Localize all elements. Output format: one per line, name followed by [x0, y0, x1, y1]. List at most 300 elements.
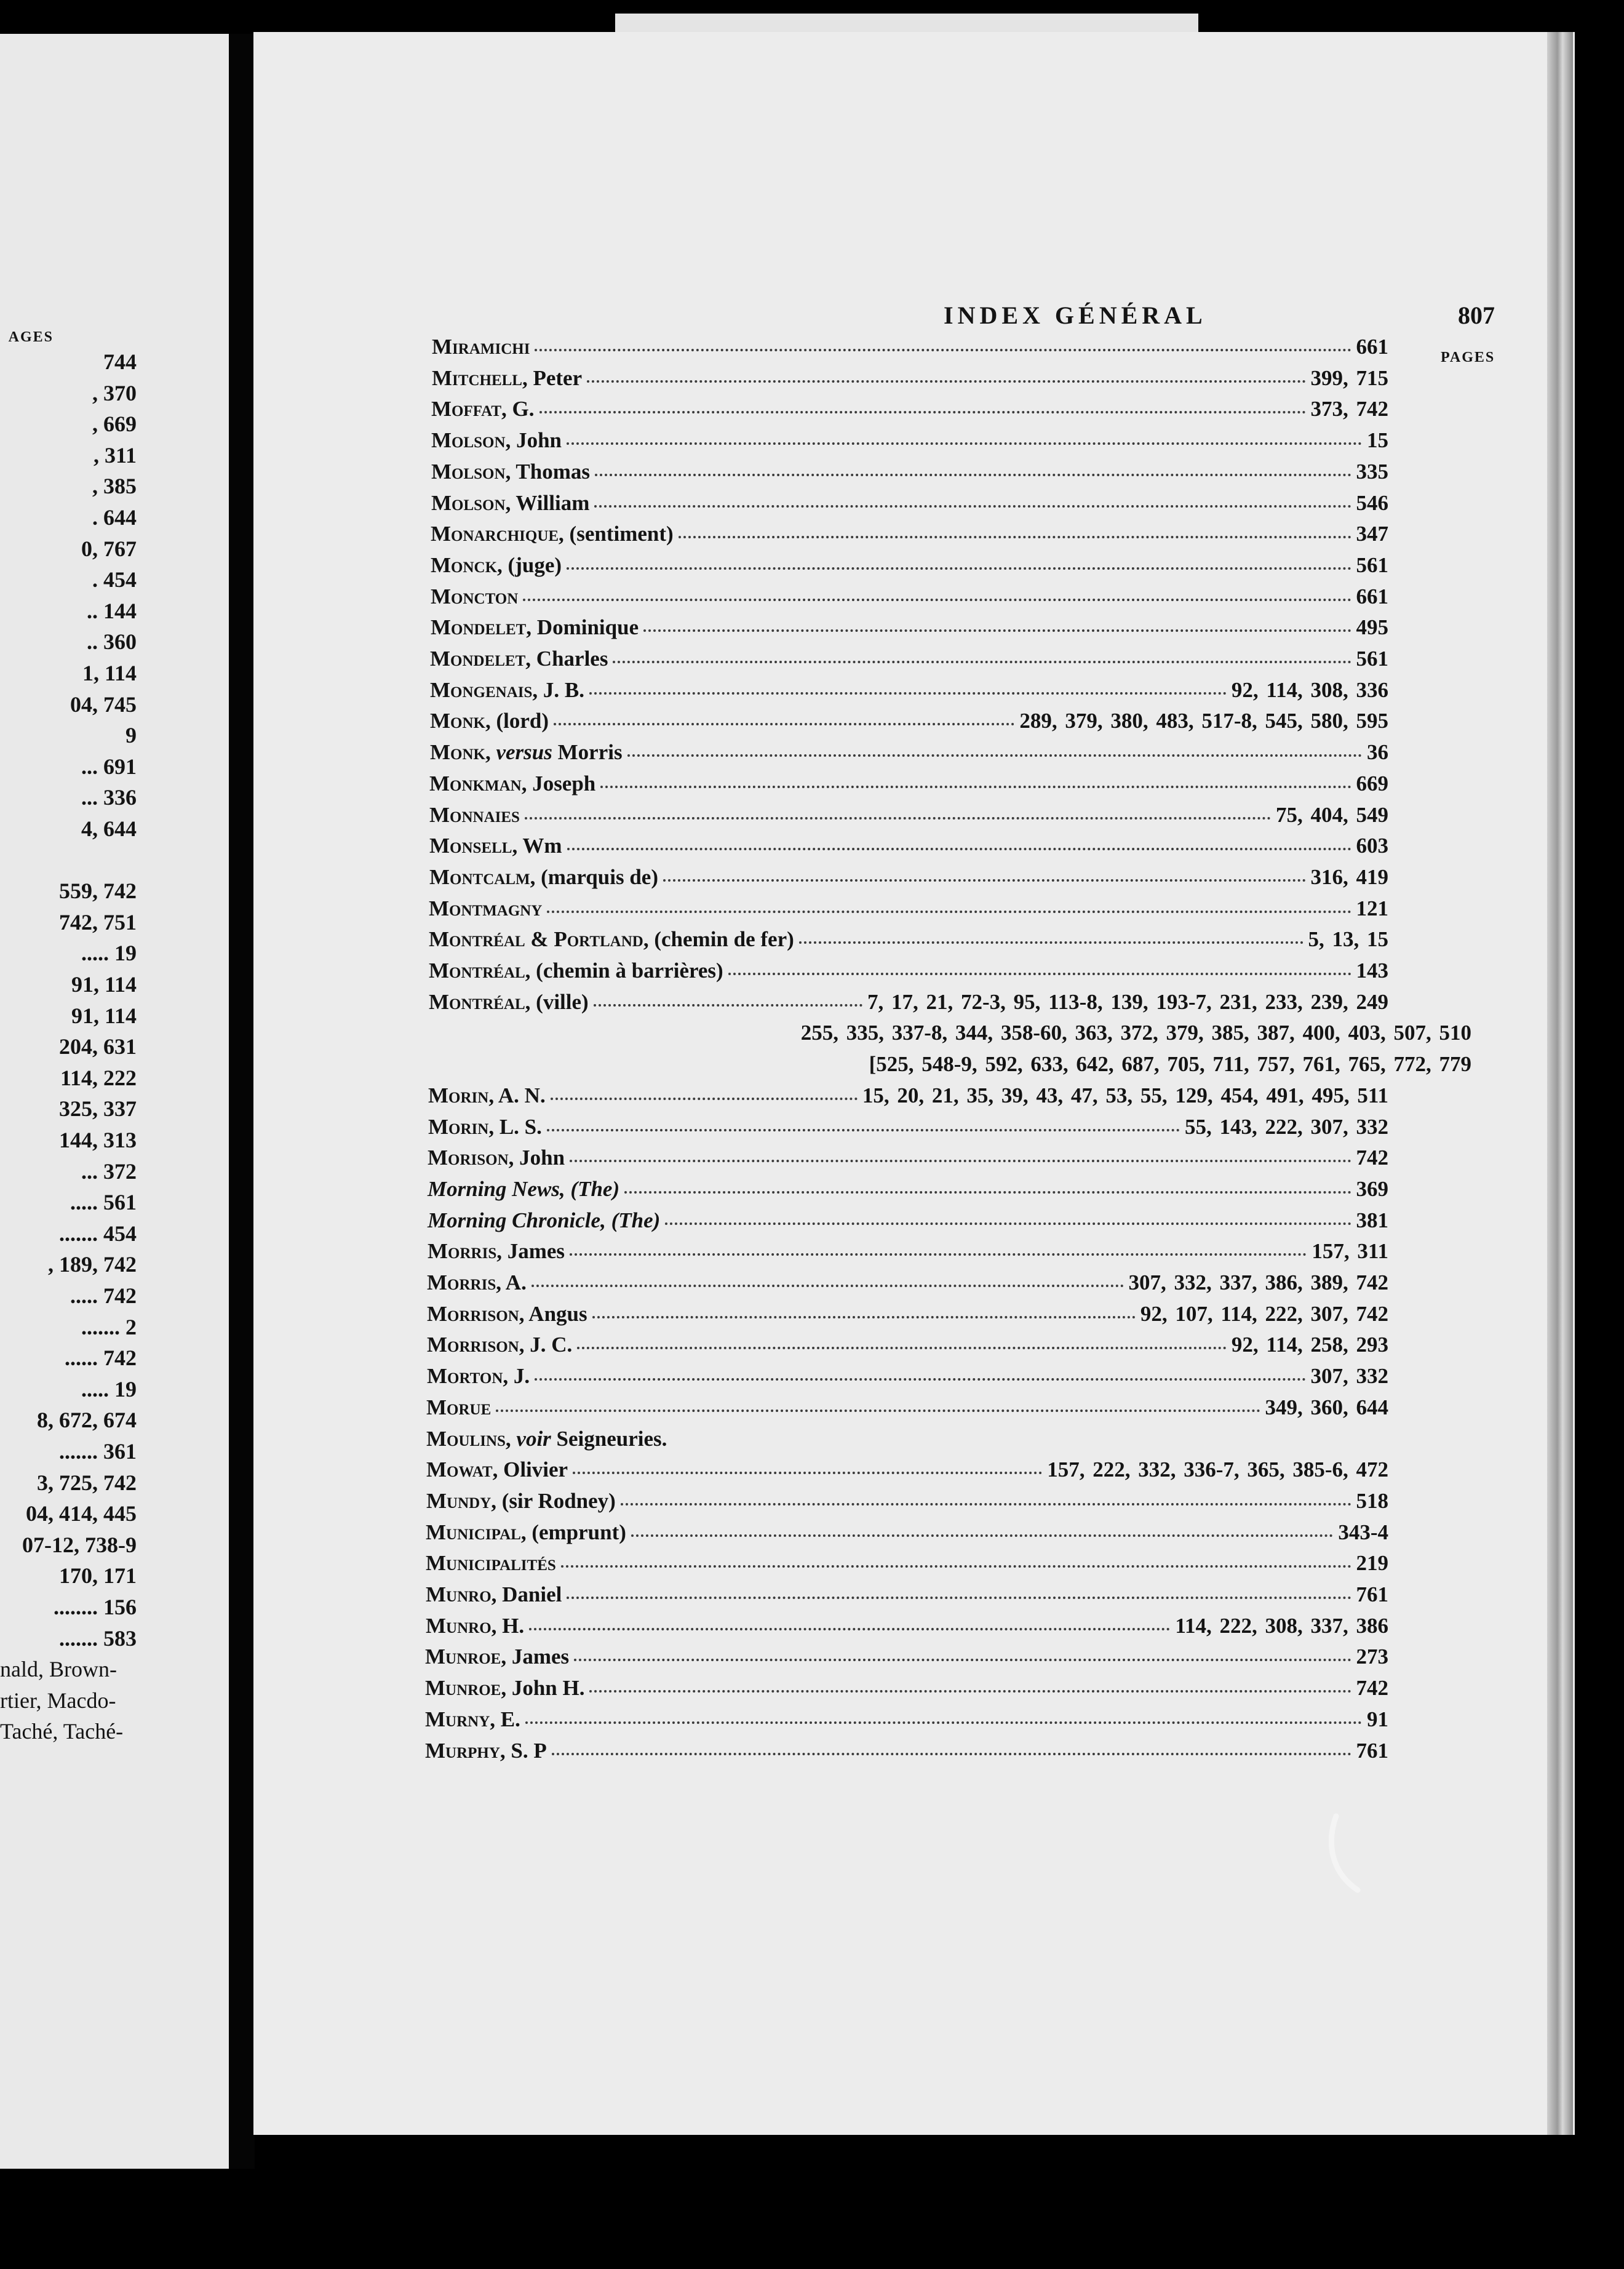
entry-term: Munro: [426, 1582, 492, 1606]
entry-heading: [429, 926, 794, 953]
previous-page-line: , 669: [92, 412, 137, 437]
entry-heading: [429, 832, 562, 859]
entry-heading: [425, 1737, 547, 1765]
entry-term: Monsell: [429, 834, 512, 858]
entry-term: Mongenais: [430, 677, 533, 702]
index-entry: [431, 583, 1388, 613]
entry-heading: [431, 458, 590, 485]
page-references: 316, 419: [1310, 864, 1388, 889]
entry-term: Montcalm: [429, 864, 530, 889]
leader-dots: [573, 1472, 1042, 1474]
entry-heading: [429, 895, 542, 922]
index-entry: [428, 1207, 1388, 1237]
entry-heading: [428, 1082, 546, 1109]
entry-qualifier: , (sentiment): [559, 522, 674, 546]
page-references: 92, 114, 308, 336: [1231, 677, 1388, 702]
previous-page-line: 1, 114: [82, 661, 137, 685]
index-entry: [425, 1737, 1388, 1767]
entry-term: Montmagny: [429, 896, 543, 920]
entry-term: Morrison: [427, 1301, 519, 1326]
previous-page-line: 742, 751: [59, 909, 137, 935]
entry-qualifier: , L. S.: [488, 1114, 542, 1139]
entry-qualifier: , E.: [490, 1707, 520, 1731]
entry-heading: [429, 770, 595, 797]
index-entry: [428, 1114, 1388, 1143]
entry-heading: [429, 989, 589, 1016]
entry-qualifier: , (chemin à barrières): [525, 959, 723, 983]
previous-page-line: nald, Brown-: [0, 1657, 117, 1682]
page-references: 373, 742: [1310, 397, 1388, 421]
previous-page-line: 114, 222: [60, 1065, 137, 1090]
page-references: 561: [1356, 647, 1388, 671]
previous-page-line: , 385: [92, 474, 137, 499]
page-references: 157, 222, 332, 336-7, 365, 385-6, 472: [1047, 1458, 1388, 1482]
entry-term: Mondelet: [430, 647, 526, 671]
entry-term: Mitchell: [432, 365, 522, 390]
entry-term: Morrison: [427, 1333, 519, 1357]
entry-heading: [431, 583, 518, 610]
leader-dots: [525, 1721, 1362, 1724]
entry-qualifier: , John: [505, 428, 562, 453]
entry-term: Morin: [428, 1083, 489, 1107]
page-references: 15, 20, 21, 35, 39, 43, 47, 53, 55, 129, 454, 491, 495, 511: [862, 1083, 1388, 1107]
previous-page-line: ..... 19: [81, 1376, 137, 1402]
leader-dots: [552, 1753, 1351, 1755]
page-references: 761: [1356, 1738, 1388, 1763]
entry-term: Morris: [428, 1239, 497, 1264]
index-entry: [428, 1144, 1388, 1174]
entry-heading: [432, 365, 582, 392]
entry-qualifier: ,: [505, 1426, 517, 1451]
index-entry: [427, 1331, 1388, 1361]
previous-page-line: 04, 745: [70, 692, 137, 717]
entry-heading: [431, 552, 562, 579]
book-spine: [229, 34, 255, 2169]
page-references: 273: [1356, 1645, 1388, 1669]
leader-dots: [624, 1191, 1351, 1194]
entry-heading: [425, 1643, 569, 1670]
leader-dots: [613, 661, 1351, 663]
index-entry: [428, 1176, 1388, 1205]
page-references: 114, 222, 308, 337, 386: [1175, 1613, 1388, 1638]
entry-heading: [429, 802, 520, 829]
previous-page-line: ...... 742: [65, 1346, 137, 1371]
previous-page-line: 744: [103, 349, 137, 374]
entry-term: Moulins: [426, 1426, 506, 1451]
entry-heading: [426, 1581, 562, 1608]
leader-dots: [539, 411, 1306, 413]
page-references: 75, 404, 549: [1276, 802, 1388, 827]
leader-dots: [554, 723, 1014, 725]
previous-page-line: rtier, Macdo-: [0, 1688, 116, 1713]
entry-heading: [426, 1613, 524, 1640]
entry-heading: [426, 1456, 568, 1483]
leader-dots: [525, 817, 1271, 819]
leader-dots: [577, 1347, 1227, 1349]
index-entry: [426, 1426, 1388, 1455]
entry-qualifier: , William: [505, 490, 590, 515]
index-entry: [428, 1238, 1388, 1267]
page-references: 518: [1356, 1488, 1388, 1513]
entry-qualifier: , Daniel: [491, 1582, 562, 1606]
index-entry: [431, 396, 1388, 425]
previous-page-line: , 370: [92, 380, 137, 405]
entry-term: Morin: [428, 1114, 489, 1139]
page-references: 761: [1356, 1582, 1388, 1606]
page-references: 36: [1367, 740, 1388, 765]
leader-dots: [679, 536, 1351, 538]
entry-qualifier: , J.: [503, 1364, 530, 1389]
entry-term: Miramichi: [432, 335, 530, 359]
leader-dots: [799, 941, 1304, 944]
entry-term: Moffat: [431, 397, 502, 421]
entry-qualifier: , Wm: [512, 834, 562, 858]
entry-heading: [426, 1488, 616, 1515]
entry-heading: [430, 677, 584, 704]
index-entry: [427, 1269, 1388, 1299]
page-references: 742: [1356, 1676, 1388, 1701]
index-entry: [426, 1519, 1388, 1549]
page-references: 143: [1356, 959, 1388, 983]
entry-term: Montréal: [429, 959, 525, 983]
page-references: 121: [1356, 896, 1388, 920]
leader-dots: [728, 973, 1351, 975]
entry-qualifier: , James: [501, 1645, 570, 1669]
previous-page-line: Taché, Taché-: [0, 1719, 124, 1744]
previous-page-line: 204, 631: [59, 1034, 137, 1059]
index-entry: [431, 458, 1388, 488]
index-entry: [425, 1675, 1388, 1704]
entry-heading: [431, 427, 562, 454]
entry-heading: [431, 614, 639, 641]
entry-qualifier: , Angus: [519, 1301, 587, 1326]
entry-qualifier: , (: [600, 1208, 619, 1232]
index-entry: [429, 802, 1388, 831]
entry-qualifier-end: ): [612, 1176, 620, 1201]
index-entry: [430, 645, 1388, 675]
index-entry: [431, 614, 1388, 644]
entry-qualifier: , James: [496, 1239, 565, 1264]
previous-page-line: ... 372: [81, 1158, 137, 1184]
previous-page-line: 9: [125, 723, 137, 748]
leader-dots: [665, 1222, 1351, 1225]
index-entry: [429, 989, 1388, 1018]
leader-dots: [587, 380, 1305, 383]
leader-dots: [600, 786, 1351, 788]
leader-dots: [594, 1004, 862, 1007]
entry-heading: [431, 490, 589, 517]
index-entry: [425, 1706, 1388, 1736]
page-references: 15: [1367, 428, 1388, 453]
page-references: 91: [1367, 1707, 1388, 1731]
index-page: [253, 32, 1575, 2135]
page-references: 343-4: [1338, 1520, 1388, 1544]
previous-page-line: 04, 414, 445: [26, 1501, 137, 1526]
leader-dots: [627, 754, 1362, 757]
index-entry: [429, 926, 1388, 955]
previous-page-line: , 189, 742: [48, 1252, 137, 1277]
index-entry: [426, 1613, 1388, 1642]
previous-page-line: ....... 361: [59, 1439, 137, 1464]
entry-term: Mowat: [426, 1458, 493, 1482]
index-entry: [431, 552, 1388, 581]
leader-dots: [663, 879, 1306, 882]
page-references: 307, 332, 337, 386, 389, 742: [1128, 1270, 1388, 1294]
page-references: 92, 107, 114, 222, 307, 742: [1140, 1301, 1388, 1326]
entry-heading: [427, 1269, 527, 1296]
index-entry: [427, 1363, 1388, 1392]
index-entry: [426, 1394, 1388, 1424]
entry-term: Molson: [431, 459, 506, 484]
entry-qualifier: , Thomas: [505, 459, 591, 484]
leader-dots: [643, 629, 1351, 632]
entry-heading: [425, 1706, 520, 1733]
page-references: 661: [1356, 335, 1388, 359]
page-references: 92, 114, 258, 293: [1231, 1333, 1388, 1357]
index-entry-continuation: [525, 548-9, 592, 633, 642, 687, 705, 711, 757, 761, 765, 772, 779: [869, 1052, 1471, 1077]
previous-page-line: ..... 19: [81, 941, 137, 966]
index-entry: [431, 427, 1388, 457]
entry-term: Morning Chronicle: [428, 1208, 601, 1232]
previous-page-line: 0, 767: [81, 536, 137, 561]
entry-term: Mundy: [426, 1488, 492, 1513]
leader-dots: [561, 1565, 1351, 1568]
entry-term: Morning News: [428, 1176, 560, 1201]
entry-term: Monarchique: [431, 522, 559, 546]
entry-qualifier-end: Seigneuries.: [551, 1426, 667, 1451]
index-entry: [431, 490, 1388, 519]
previous-page-line: .. 144: [87, 598, 137, 623]
leader-dots: [496, 1410, 1260, 1412]
index-entry-continuation: 255, 335, 337-8, 344, 358-60, 363, 372, 379, 385, 387, 400, 403, 507, 510: [800, 1021, 1471, 1045]
index-entry: [426, 1488, 1388, 1517]
entry-qualifier: , (marquis de): [530, 864, 658, 889]
entry-qualifier: , John: [508, 1146, 565, 1170]
entry-heading: [426, 1519, 626, 1546]
entry-term: Monk: [430, 740, 485, 765]
leader-dots: [567, 1597, 1351, 1599]
previous-page-line: ....... 2: [81, 1314, 137, 1339]
index-entry: [426, 1550, 1388, 1579]
index-entry: [426, 1581, 1388, 1611]
page-references: 289, 379, 380, 483, 517-8, 545, 580, 595: [1019, 709, 1388, 733]
entry-term: Morison: [428, 1146, 509, 1170]
previous-page-line: ....... 583: [59, 1625, 137, 1651]
index-entry: [425, 1643, 1388, 1673]
entry-qualifier: , (emprunt): [520, 1520, 626, 1544]
entry-heading: [427, 1331, 572, 1358]
index-entry: [430, 708, 1388, 737]
leader-dots: [531, 1285, 1124, 1287]
previous-page-line: . 644: [92, 505, 137, 530]
index-entry: [429, 957, 1388, 987]
previous-page-line: 170, 171: [59, 1563, 137, 1589]
previous-page-line: 3, 725, 742: [37, 1470, 137, 1495]
entry-heading: [428, 1176, 619, 1203]
entry-term: Monk: [430, 709, 485, 733]
entry-qualifier: , Olivier: [492, 1458, 568, 1482]
index-entry: [427, 1301, 1388, 1330]
entry-qualifier: , S. P: [500, 1738, 547, 1763]
entry-heading: [432, 333, 530, 361]
leader-dots: [594, 505, 1351, 508]
page-references: 347: [1356, 522, 1388, 546]
entry-italic-word: The: [578, 1176, 613, 1201]
entry-qualifier: ,: [485, 740, 496, 765]
entry-heading: [428, 1238, 565, 1265]
page-references: 7, 17, 21, 72-3, 95, 113-8, 139, 193-7, 231, 233, 239, 249: [867, 989, 1388, 1014]
entry-heading: [427, 1363, 530, 1390]
page-references: 349, 360, 644: [1265, 1395, 1388, 1419]
entry-heading: [425, 1675, 584, 1702]
index-entry: [426, 1456, 1388, 1486]
previous-page-line: 4, 644: [81, 816, 137, 841]
index-entry: [432, 365, 1388, 394]
entry-term: Montréal: [429, 989, 525, 1014]
entry-term: Monck: [431, 552, 498, 577]
entry-qualifier: , Dominique: [526, 615, 639, 640]
pencil-mark: [1324, 1810, 1367, 1896]
index-entry: [429, 895, 1388, 925]
previous-page-line: 91, 114: [71, 1003, 137, 1028]
previous-page-line: 07-12, 738-9: [22, 1532, 137, 1557]
entry-heading: [431, 520, 674, 548]
entry-term: Morton: [427, 1364, 503, 1389]
leader-dots: [631, 1534, 1333, 1537]
previous-page-line: 91, 114: [71, 972, 137, 997]
leader-dots: [567, 567, 1351, 570]
entry-qualifier: , (sir Rodney): [491, 1488, 616, 1513]
entry-term: Morris: [427, 1270, 496, 1294]
entry-qualifier-end: Morris: [552, 740, 623, 765]
page-references: 742: [1356, 1146, 1388, 1170]
index-entry: [430, 677, 1388, 706]
pages-column-label: PAGES: [1441, 349, 1495, 365]
previous-page-line: ... 336: [81, 785, 137, 810]
entry-heading: [428, 1114, 542, 1141]
entry-heading: [428, 1144, 565, 1171]
page-references: 307, 332: [1310, 1364, 1388, 1389]
entry-term: Moncton: [431, 584, 519, 608]
entry-qualifier: , Peter: [522, 365, 583, 390]
entry-term: Monnaies: [429, 802, 520, 827]
entry-heading: [429, 864, 658, 891]
leader-dots: [570, 1160, 1351, 1162]
previous-page-line: .. 360: [87, 629, 137, 655]
entry-term: Municipal: [426, 1520, 521, 1544]
index-entry: [429, 864, 1388, 893]
previous-page: [0, 34, 229, 2169]
page-references: 495: [1356, 615, 1388, 640]
entry-heading: [430, 645, 608, 672]
index-entry: [430, 739, 1388, 768]
entry-heading: [429, 957, 723, 984]
entry-qualifier: , J. C.: [519, 1333, 573, 1357]
entry-term: Murphy: [425, 1738, 500, 1763]
entry-italic-word: versus: [496, 740, 552, 765]
leader-dots: [592, 1316, 1136, 1318]
previous-page-line: 325, 337: [59, 1096, 137, 1122]
leader-dots: [595, 474, 1351, 476]
previous-page-line: ....... 454: [59, 1221, 137, 1246]
page-references: 546: [1356, 490, 1388, 515]
entry-qualifier: , G.: [501, 397, 535, 421]
previous-page-line: ..... 561: [70, 1190, 137, 1215]
previous-page-line: ........ 156: [54, 1595, 137, 1619]
entry-italic-word: The: [618, 1208, 653, 1232]
previous-page-line: 8, 672, 674: [37, 1408, 137, 1433]
entry-qualifier: , A. N.: [488, 1083, 546, 1107]
entry-qualifier: , J. B.: [532, 677, 585, 702]
index-entry: [429, 832, 1388, 862]
page-references: 603: [1356, 834, 1388, 858]
index-entry: [429, 770, 1388, 800]
entry-term: Munroe: [425, 1645, 501, 1669]
page-references: 5, 13, 15: [1308, 927, 1388, 952]
leader-dots: [535, 349, 1351, 351]
entry-term: Munro: [426, 1613, 492, 1638]
entry-italic-word: voir: [516, 1426, 551, 1451]
previous-page-line: ... 691: [81, 754, 137, 779]
entry-qualifier: , (juge): [497, 552, 562, 577]
page-references: 219: [1356, 1551, 1388, 1576]
entry-qualifier: , Joseph: [521, 771, 596, 796]
entry-qualifier: , A.: [496, 1270, 527, 1294]
entry-heading: [431, 396, 535, 423]
entry-qualifier: , (ville): [525, 989, 589, 1014]
page-references: 661: [1356, 584, 1388, 608]
index-entry: [428, 1082, 1388, 1112]
page-edge: [1547, 32, 1573, 2135]
entry-heading: [430, 739, 623, 766]
leader-dots: [547, 911, 1351, 913]
entry-heading: [426, 1550, 556, 1577]
entry-term: Murny: [425, 1707, 490, 1731]
entry-term: Montréal & Portland: [429, 927, 643, 952]
page-references: 369: [1356, 1176, 1388, 1201]
entry-qualifier: , Charles: [525, 647, 608, 671]
leader-dots: [567, 442, 1362, 445]
leader-dots: [535, 1378, 1305, 1381]
entry-qualifier: , (: [559, 1176, 578, 1201]
leader-dots: [574, 1659, 1351, 1661]
leader-dots: [589, 692, 1227, 695]
entry-term: Monkman: [429, 771, 522, 796]
page-references: 561: [1356, 552, 1388, 577]
previous-page-line: 559, 742: [59, 879, 137, 904]
page-references: 335: [1356, 459, 1388, 484]
page-number: 807: [1458, 301, 1495, 329]
previous-page-line: , 311: [93, 442, 137, 468]
entry-qualifier-end: ): [653, 1208, 661, 1232]
entry-heading: [430, 708, 549, 735]
entry-qualifier: , (chemin de fer): [643, 927, 794, 952]
entry-qualifier: , (lord): [485, 709, 549, 733]
leader-dots: [589, 1690, 1351, 1693]
entry-heading: [428, 1207, 660, 1234]
entry-term: Municipalités: [426, 1551, 556, 1576]
entry-qualifier: , John H.: [501, 1676, 585, 1701]
leader-dots: [547, 1129, 1180, 1131]
page-references: 669: [1356, 771, 1388, 796]
page-references: 399, 715: [1310, 365, 1388, 390]
leader-dots: [567, 848, 1351, 850]
left-pages-label: AGES: [8, 329, 54, 345]
entry-term: Mondelet: [431, 615, 527, 640]
entry-heading: [426, 1426, 667, 1453]
entry-term: Molson: [431, 428, 506, 453]
leader-dots: [523, 599, 1351, 601]
